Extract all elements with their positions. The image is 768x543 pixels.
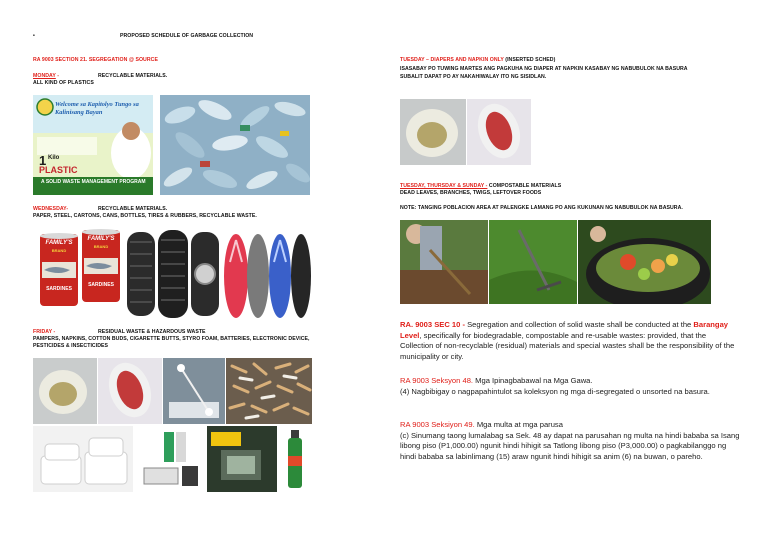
law-sec10 — [400, 320, 740, 362]
rake-grass-photo — [489, 220, 577, 304]
compost-bin-photo — [578, 220, 711, 304]
law-sec48 — [400, 376, 740, 397]
bullet: • — [33, 33, 35, 39]
raking-leaves-photo — [400, 220, 488, 304]
tts-day: TUESDAY, THURSDAY & SUNDAY - — [400, 183, 488, 189]
law-sec48-text: (4) Nagbibigay o nagpapahintulot sa koleksyon ng mga di-segregated o unsorted na basura. — [400, 386, 710, 396]
napkin-photo — [467, 99, 531, 165]
friday-label: RESIDUAL WASTE & HAZARDOUS WASTE — [98, 329, 206, 335]
can-brand-1: FAMILY'S — [45, 240, 73, 246]
poster-heading: Welcome sa Kapitolyo Tungo sa Kalinisang Bayan — [55, 101, 139, 116]
monday-heading — [33, 73, 59, 80]
used-diaper-photo — [33, 358, 97, 424]
slippers-photo — [222, 228, 312, 320]
tts-heading — [400, 183, 561, 190]
wednesday-label: RECYCLABLE MATERIALS. — [98, 206, 168, 212]
law-sec48-heading — [400, 376, 740, 387]
law-sec10-text-2: , specifically for biodegradable, compostable and re-usable wastes: provided, that the Collection of non-recyclable (residual) materials and special wastes shall be the responsibility of the municipality or city. — [400, 330, 735, 361]
tuesday-note: (INSERTED SCHED) — [503, 57, 556, 63]
sardine-cans-photo — [36, 228, 124, 310]
styrofoam-photo — [33, 426, 133, 492]
law-sec49-heading — [400, 420, 740, 431]
electronic-device-photo — [207, 426, 277, 492]
cigarette-butts-photo — [226, 358, 312, 424]
page-title: PROPOSED SCHEDULE OF GARBAGE COLLECTION — [120, 33, 254, 39]
tuesday-heading — [400, 57, 555, 64]
tuesday-day: TUESDAY – DIAPERS AND NAPKIN ONLY — [400, 57, 504, 63]
monday-day: MONDAY — [33, 73, 56, 79]
tires-photo — [124, 228, 222, 320]
poster-big-2: Kilo — [48, 155, 60, 161]
cotton-buds-photo — [163, 358, 225, 424]
section-header: RA 9003 SECTION 21. SEGREGATION @ SOURCE — [33, 57, 158, 63]
tuesday-sub-1: ISASABAY PO TUWING MARTES ANG PAGKUHA NG DIAPER AT NAPKIN KASABAY NG NABUBULOK NA BASURA — [400, 66, 688, 72]
monday-sub: ALL KIND OF PLASTICS — [33, 80, 94, 86]
insecticide-can-photo — [278, 426, 312, 492]
friday-sub-1: PAMPERS, NAPKINS, COTTON BUDS, CIGARETTE BUTTS, STYRO FOAM, BATTERIES, ELECTRONIC DEVICE, — [33, 336, 310, 342]
diaper-photo — [400, 99, 466, 165]
batteries-photo — [134, 426, 206, 492]
law-sec10-text-1: Segregation and collection of solid waste shall be conducted at the — [465, 320, 692, 329]
law-sec10-ref: RA. 9003 SEC 10 - — [400, 320, 465, 329]
monday-dash: - — [55, 73, 60, 79]
tts-label: COMPOSTABLE MATERIALS — [487, 183, 562, 189]
used-napkin-photo — [98, 358, 162, 424]
can-product-2: SARDINES — [88, 282, 114, 288]
poster-program: A SOLID WASTE MANAGEMENT PROGRAM — [41, 179, 146, 185]
poster-big-3: PLASTIC — [39, 165, 78, 175]
can-brand-sub-2: BRAND — [93, 244, 109, 249]
plastic-program-poster — [33, 95, 153, 195]
law-sec49-ref: RA 9003 Seksiyon 49. — [400, 420, 475, 429]
tuesday-sub-2: SUBALIT DAPAT PO AY NAKAHIWALAY ITO NG SISIDLAN. — [400, 74, 547, 80]
monday-label: RECYCLABLE MATERIALS. — [98, 73, 168, 79]
wednesday-sub: PAPER, STEEL, CARTONS, CANS, BOTTLES, TIRES & RUBBERS, RECYCLABLE WASTE. — [33, 213, 257, 219]
friday-day: FRIDAY - — [33, 329, 56, 335]
law-sec48-title: Mga Ipinagbabawal na Mga Gawa. — [473, 376, 593, 385]
plastic-bottles-photo — [160, 95, 310, 195]
can-brand-2: FAMILY'S — [87, 236, 115, 242]
law-sec10-level: Barangay Level — [400, 320, 729, 340]
poblacion-note: NOTE: TANGING POBLACION AREA AT PALENGKE LAMANG PO ANG KUKUNAN NG NABUBULOK NA BASURA. — [400, 205, 683, 211]
poster-big-1: 1 — [39, 153, 47, 168]
friday-sub-2: PESTICIDES & INSECTICIDES — [33, 343, 109, 349]
law-sec49-text: (c) Sinumang taong lumalabag sa Sek. 48 ay dapat na parusahan ng multa na hindi bababa sa Isang libong piso (P1,000.00) ngunit hindi hihigit sa Tatlong libong piso (P3,000.00) o pagkabilanggo ng hindi bababa sa labinlimang (15) araw ngunit hindi hihigit sa anim (6) na buwan, o pareho. — [400, 430, 740, 461]
right-page — [384, 0, 768, 543]
law-sec49 — [400, 420, 740, 462]
law-sec49-title: Mga multa at mga parusa — [474, 420, 563, 429]
tts-sub: DEAD LEAVES, BRANCHES, TWIGS, LEFTOVER FOODS — [400, 190, 542, 196]
law-sec48-ref: RA 9003 Seksyon 48. — [400, 376, 474, 385]
can-product-1: SARDINES — [46, 286, 72, 292]
wednesday-day: WEDNESDAY- — [33, 206, 69, 212]
can-brand-sub-1: BRAND — [51, 248, 67, 253]
